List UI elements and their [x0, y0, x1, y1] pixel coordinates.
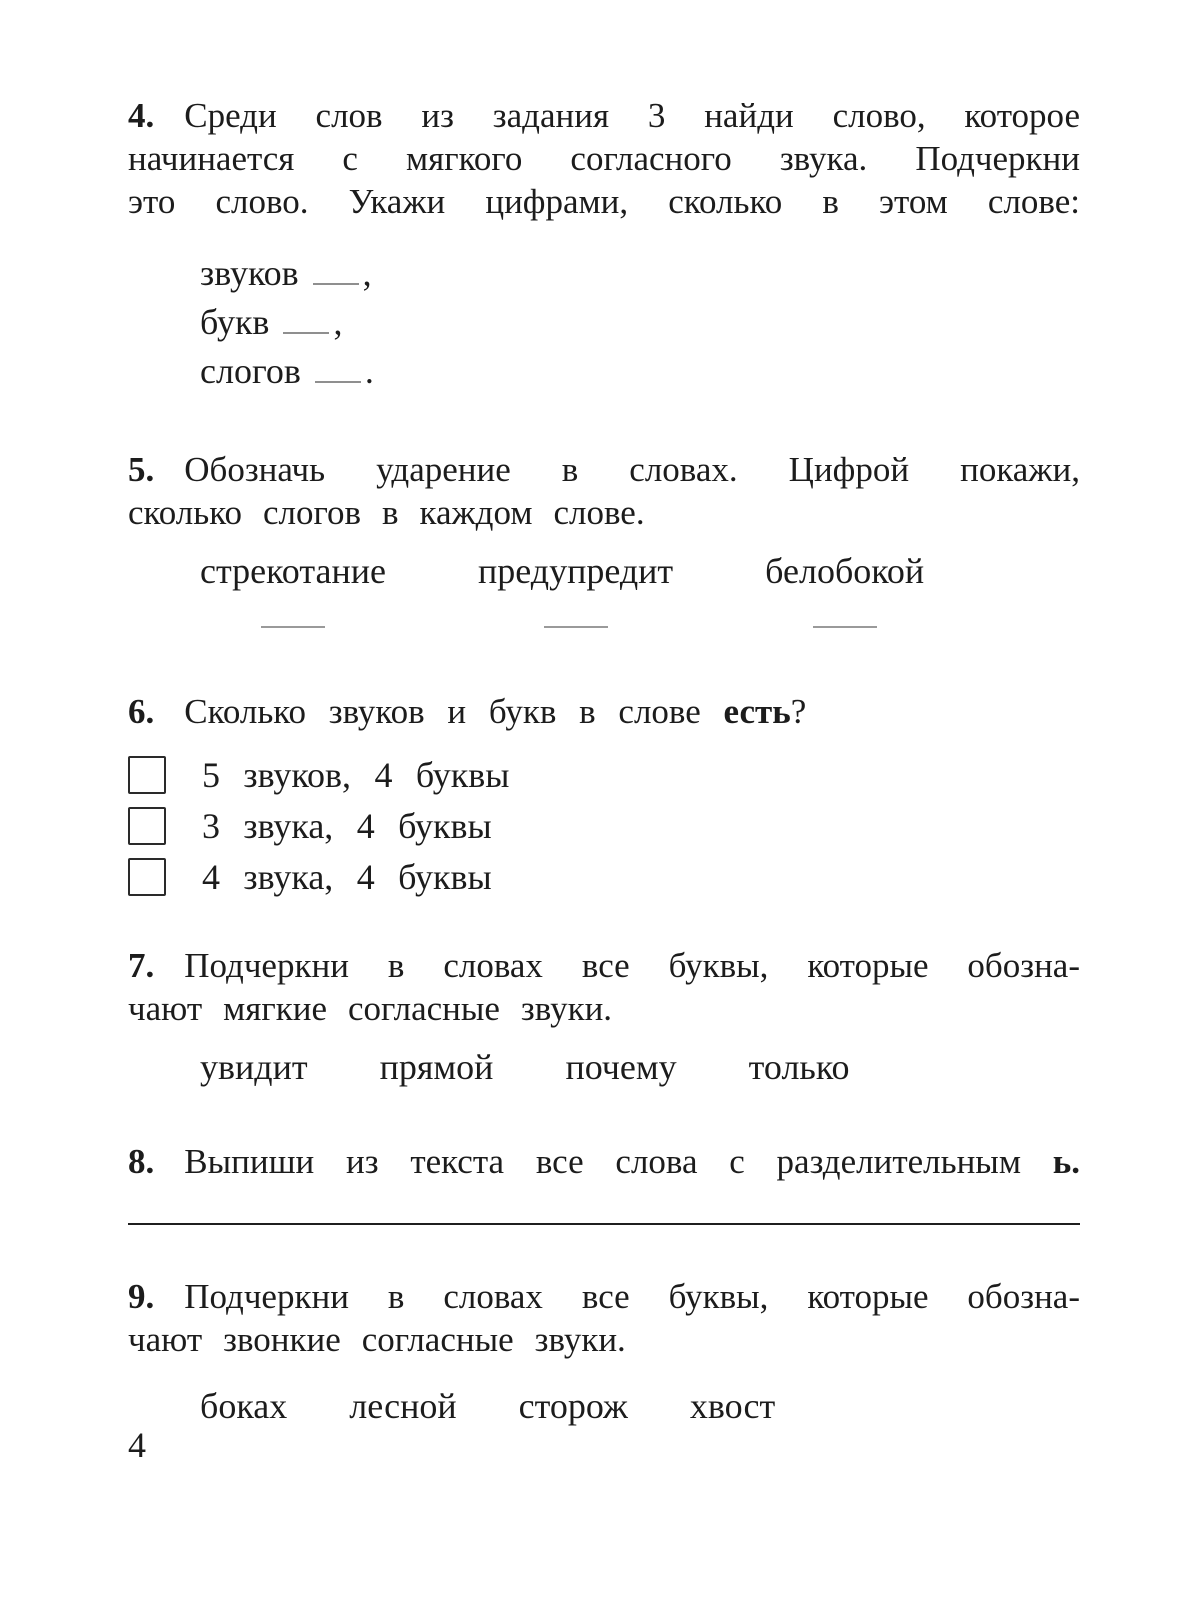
task-5 — [128, 448, 1080, 534]
task-5-words — [128, 550, 1080, 628]
option-checkbox[interactable] — [128, 807, 166, 845]
answer-label: букв — [200, 302, 270, 342]
task-9 — [128, 1275, 1080, 1361]
option-row — [128, 800, 1080, 851]
answer-blank-syllables[interactable] — [315, 351, 361, 383]
word: прямой — [379, 1047, 494, 1087]
task-8-text: Выпиши из текста все слова с разделительным — [184, 1142, 1021, 1181]
option-checkbox[interactable] — [128, 756, 166, 794]
answer-suffix: . — [364, 351, 374, 391]
task-5-number: 5. — [128, 450, 155, 489]
answer-line-letters — [200, 298, 1080, 347]
task-8-keyword: ь. — [1052, 1142, 1081, 1181]
page-number: 4 — [128, 1425, 146, 1465]
task-9-line-2: чают звонкие согласные звуки. — [128, 1320, 626, 1359]
word: увидит — [200, 1047, 308, 1087]
task-6-options — [128, 749, 1080, 902]
task-9-number: 9. — [128, 1277, 155, 1316]
task-7 — [128, 944, 1080, 1030]
option-label: 4 звука, 4 буквы — [202, 856, 492, 897]
task-7-line-2: чают мягкие согласные звуки. — [128, 989, 613, 1028]
answer-label: слогов — [200, 351, 301, 391]
word: сторож — [518, 1386, 628, 1426]
task-4-text-1: Среди слов из задания 3 найди слово, которое — [184, 96, 1080, 135]
word: только — [748, 1047, 850, 1087]
task-5-text-1: Обозначь ударение в словах. Цифрой покажи, — [184, 450, 1080, 489]
answer-writing-line[interactable] — [128, 1223, 1080, 1225]
word-column — [478, 550, 673, 628]
task-4 — [128, 94, 1080, 223]
task-7-text-1: Подчеркни в словах все буквы, которые обозна- — [184, 946, 1080, 985]
task-8 — [128, 1140, 1080, 1183]
word: почему — [565, 1047, 677, 1087]
answer-blank-sounds[interactable] — [313, 253, 359, 285]
task-9-words — [128, 1385, 1080, 1427]
word: хвост — [689, 1386, 776, 1426]
task-6-question-mark: ? — [790, 692, 807, 731]
task-6 — [128, 690, 1080, 733]
task-6-keyword: есть — [723, 692, 791, 731]
syllable-count-blank[interactable] — [261, 626, 325, 628]
answer-suffix: , — [362, 253, 372, 293]
task-7-number: 7. — [128, 946, 155, 985]
task-6-number: 6. — [128, 692, 155, 731]
answer-blank-letters[interactable] — [283, 302, 329, 334]
task-9-text-1: Подчеркни в словах все буквы, которые обозна- — [184, 1277, 1080, 1316]
option-label: 5 звуков, 4 буквы — [202, 754, 510, 795]
task-4-answers — [128, 249, 1080, 396]
task-4-line-3: это слово. Укажи цифрами, сколько в этом слове: — [128, 182, 1080, 221]
task-4-line-2: начинается с мягкого согласного звука. Подчеркни — [128, 139, 1080, 178]
word: стрекотание — [200, 551, 386, 591]
option-checkbox[interactable] — [128, 858, 166, 896]
word-column — [200, 550, 386, 628]
task-6-text: Сколько звуков и букв в слове — [184, 692, 701, 731]
word: лесной — [349, 1386, 457, 1426]
task-7-line-1 — [128, 944, 1080, 987]
syllable-count-blank[interactable] — [813, 626, 877, 628]
answer-line-syllables — [200, 347, 1080, 396]
task-4-number: 4. — [128, 96, 155, 135]
task-6-question — [128, 690, 1080, 733]
answer-suffix: , — [333, 302, 343, 342]
task-5-line-1 — [128, 448, 1080, 491]
task-8-line — [128, 1140, 1080, 1183]
answer-line-sounds — [200, 249, 1080, 298]
task-8-number: 8. — [128, 1142, 155, 1181]
word: белобокой — [765, 551, 925, 591]
option-row — [128, 749, 1080, 800]
word: предупредит — [477, 551, 674, 591]
option-row — [128, 851, 1080, 902]
option-label: 3 звука, 4 буквы — [202, 805, 492, 846]
word-column — [765, 550, 924, 628]
task-7-words — [128, 1046, 1080, 1088]
task-4-line-1 — [128, 94, 1080, 137]
answer-label: звуков — [200, 253, 299, 293]
syllable-count-blank[interactable] — [544, 626, 608, 628]
task-5-line-2: сколько слогов в каждом слове. — [128, 493, 645, 532]
task-9-line-1 — [128, 1275, 1080, 1318]
word: боках — [200, 1386, 288, 1426]
